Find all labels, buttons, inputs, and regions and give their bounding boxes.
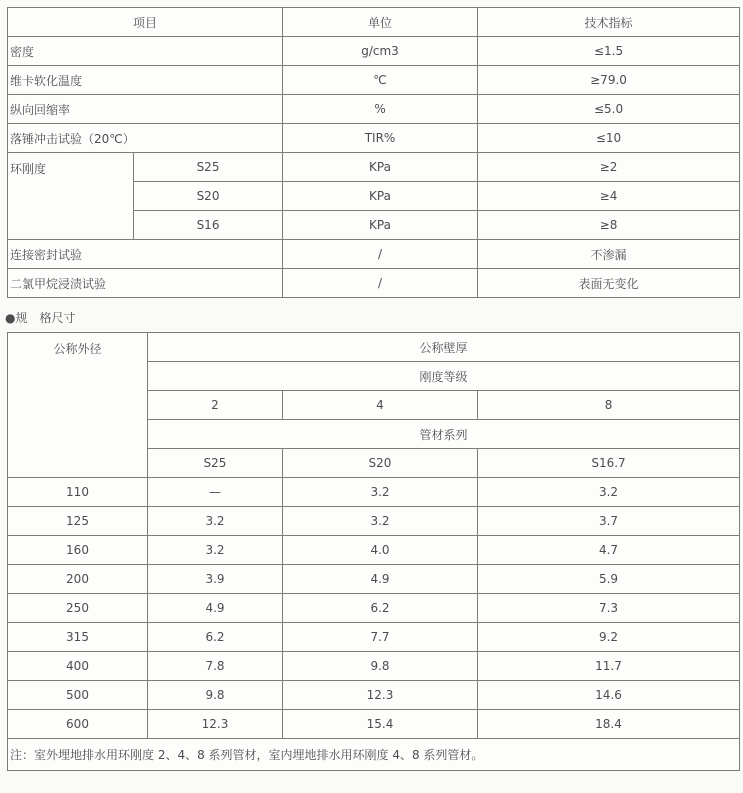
size-row bbox=[8, 594, 740, 623]
size-value-cell: 6.2 bbox=[283, 594, 478, 623]
spec-row-dcm-test bbox=[8, 269, 740, 298]
size-value-cell: 9.8 bbox=[148, 681, 283, 710]
spec-unit-cell: % bbox=[283, 95, 478, 124]
size-row bbox=[8, 681, 740, 710]
spec-row-shrinkage bbox=[8, 95, 740, 124]
spec-value-cell: ≤10 bbox=[478, 124, 740, 153]
ring-series-cell: S25 bbox=[134, 153, 283, 182]
spec-value-cell: ≥4 bbox=[478, 182, 740, 211]
size-value-cell: 4.0 bbox=[283, 536, 478, 565]
size-row bbox=[8, 565, 740, 594]
size-grade-cell: 4 bbox=[283, 391, 478, 420]
size-value-cell: 9.2 bbox=[478, 623, 740, 652]
size-row bbox=[8, 623, 740, 652]
spec-unit-cell: KPa bbox=[283, 182, 478, 211]
size-dn-cell: 125 bbox=[8, 507, 148, 536]
spec-unit-cell: ℃ bbox=[283, 66, 478, 95]
size-dn-cell: 110 bbox=[8, 478, 148, 507]
size-dn-cell: 400 bbox=[8, 652, 148, 681]
size-value-cell: 4.9 bbox=[148, 594, 283, 623]
size-series-cell: S20 bbox=[283, 449, 478, 478]
spec-header-item: 项目 bbox=[8, 8, 283, 37]
size-grade-cell: 8 bbox=[478, 391, 740, 420]
size-row bbox=[8, 710, 740, 739]
size-header-row-1 bbox=[8, 333, 740, 362]
size-value-cell: 12.3 bbox=[283, 681, 478, 710]
spec-value-cell: 不渗漏 bbox=[478, 240, 740, 269]
spec-item-cell: 纵向回缩率 bbox=[8, 95, 283, 124]
size-note-row bbox=[8, 739, 740, 771]
size-series-cell: S25 bbox=[148, 449, 283, 478]
spec-unit-cell: / bbox=[283, 240, 478, 269]
size-value-cell: 18.4 bbox=[478, 710, 740, 739]
size-value-cell: 14.6 bbox=[478, 681, 740, 710]
size-value-cell: 15.4 bbox=[283, 710, 478, 739]
spec-unit-cell: KPa bbox=[283, 153, 478, 182]
size-value-cell: 3.2 bbox=[283, 478, 478, 507]
spec-row-ring-s25 bbox=[8, 153, 740, 182]
size-value-cell: 11.7 bbox=[478, 652, 740, 681]
spec-table bbox=[7, 7, 740, 298]
section-title: ●规 格尺寸 bbox=[5, 311, 76, 325]
spec-item-cell: 密度 bbox=[8, 37, 283, 66]
size-row bbox=[8, 478, 740, 507]
size-value-cell: 7.8 bbox=[148, 652, 283, 681]
size-value-cell: 3.2 bbox=[148, 536, 283, 565]
size-dn-cell: 160 bbox=[8, 536, 148, 565]
document-body bbox=[7, 7, 739, 771]
size-value-cell: 3.9 bbox=[148, 565, 283, 594]
spec-unit-cell: / bbox=[283, 269, 478, 298]
spec-row-impact bbox=[8, 124, 740, 153]
size-row bbox=[8, 536, 740, 565]
size-table bbox=[7, 332, 740, 771]
size-value-cell: 5.9 bbox=[478, 565, 740, 594]
spec-row-seal-test bbox=[8, 240, 740, 269]
spec-unit-cell: KPa bbox=[283, 211, 478, 240]
spec-item-cell: 维卡软化温度 bbox=[8, 66, 283, 95]
size-value-cell: 4.7 bbox=[478, 536, 740, 565]
spec-header-unit: 单位 bbox=[283, 8, 478, 37]
spec-row-vicat bbox=[8, 66, 740, 95]
size-value-cell: 7.3 bbox=[478, 594, 740, 623]
size-dn-cell: 250 bbox=[8, 594, 148, 623]
size-value-cell: 4.9 bbox=[283, 565, 478, 594]
size-dn-cell: 315 bbox=[8, 623, 148, 652]
size-value-cell: 3.2 bbox=[148, 507, 283, 536]
spec-value-cell: ≤5.0 bbox=[478, 95, 740, 124]
size-value-cell: — bbox=[148, 478, 283, 507]
size-value-cell: 6.2 bbox=[148, 623, 283, 652]
ring-stiffness-label-cell: 环刚度 bbox=[8, 153, 134, 240]
size-header-pipe-series: 管材系列 bbox=[148, 420, 740, 449]
size-value-cell: 3.2 bbox=[283, 507, 478, 536]
spec-value-cell: ≥8 bbox=[478, 211, 740, 240]
spec-header-index: 技术指标 bbox=[478, 8, 740, 37]
spec-value-cell: ≥79.0 bbox=[478, 66, 740, 95]
size-header-outer-diameter: 公称外径 bbox=[8, 333, 148, 478]
size-dn-cell: 600 bbox=[8, 710, 148, 739]
spec-unit-cell: TIR% bbox=[283, 124, 478, 153]
spec-unit-cell: g/cm3 bbox=[283, 37, 478, 66]
size-value-cell: 12.3 bbox=[148, 710, 283, 739]
size-header-stiffness-class: 刚度等级 bbox=[148, 362, 740, 391]
spec-value-cell: 表面无变化 bbox=[478, 269, 740, 298]
ring-series-cell: S20 bbox=[134, 182, 283, 211]
spec-value-cell: ≥2 bbox=[478, 153, 740, 182]
size-dn-cell: 500 bbox=[8, 681, 148, 710]
spec-header-row bbox=[8, 8, 740, 37]
size-row bbox=[8, 507, 740, 536]
size-dn-cell: 200 bbox=[8, 565, 148, 594]
size-note: 注：室外埋地排水用环刚度 2、4、8 系列管材，室内埋地排水用环刚度 4、8 系列管材。 bbox=[8, 739, 740, 771]
size-value-cell: 7.7 bbox=[283, 623, 478, 652]
size-value-cell: 3.7 bbox=[478, 507, 740, 536]
size-header-wall-thickness: 公称壁厚 bbox=[148, 333, 740, 362]
spec-item-cell: 连接密封试验 bbox=[8, 240, 283, 269]
ring-series-cell: S16 bbox=[134, 211, 283, 240]
spec-item-cell: 落锤冲击试验（20℃） bbox=[8, 124, 283, 153]
size-row bbox=[8, 652, 740, 681]
size-grade-cell: 2 bbox=[148, 391, 283, 420]
spec-item-cell: 二氯甲烷浸渍试验 bbox=[8, 269, 283, 298]
size-value-cell: 3.2 bbox=[478, 478, 740, 507]
size-series-cell: S16.7 bbox=[478, 449, 740, 478]
size-value-cell: 9.8 bbox=[283, 652, 478, 681]
spec-row-density bbox=[8, 37, 740, 66]
spec-value-cell: ≤1.5 bbox=[478, 37, 740, 66]
